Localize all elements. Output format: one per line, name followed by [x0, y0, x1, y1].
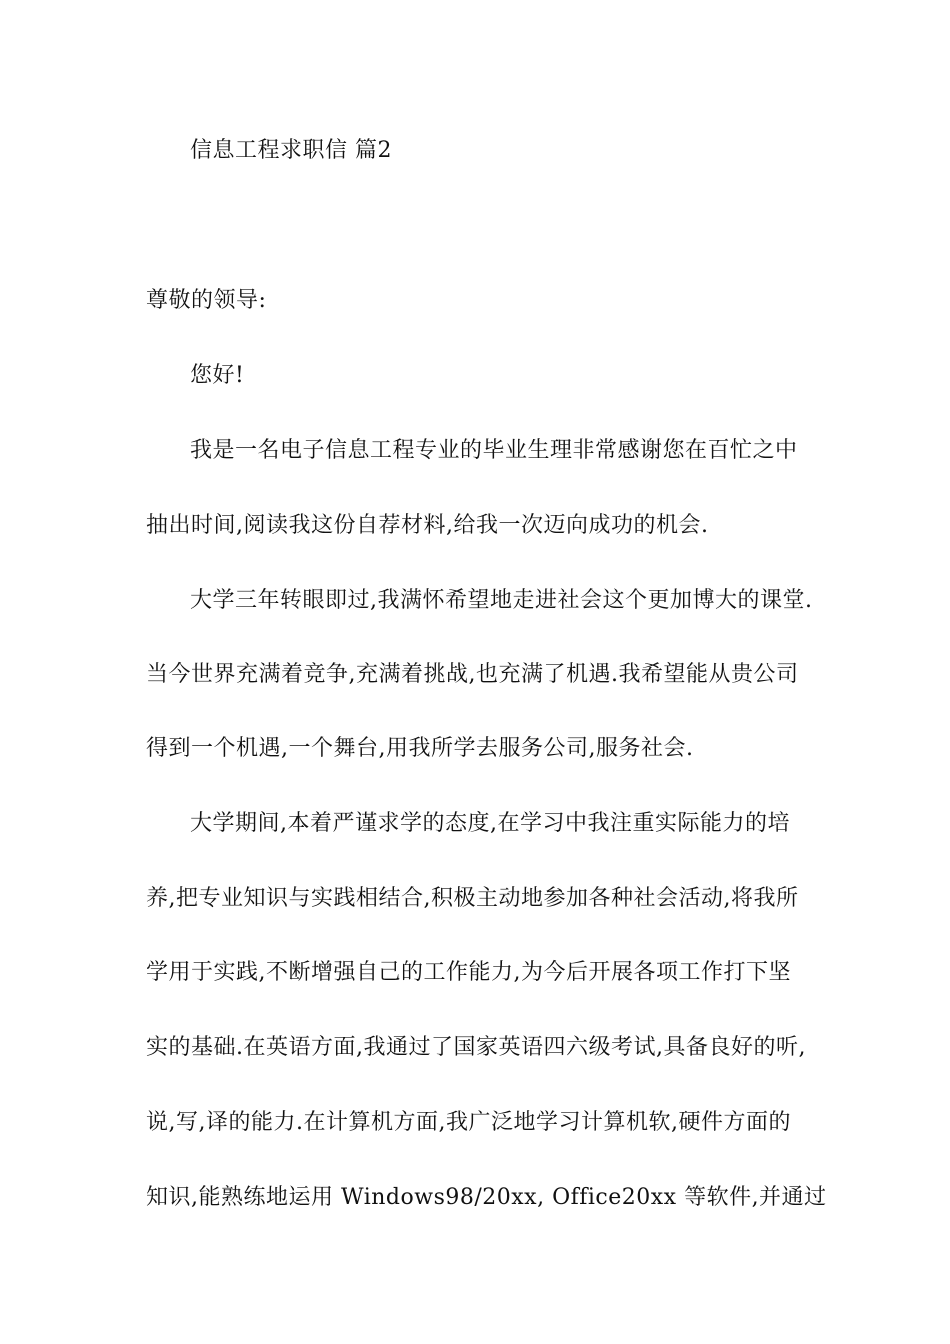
paragraph-line: 养,把专业知识与实践相结合,积极主动地参加各种社会活动,将我所	[146, 886, 799, 911]
paragraph-line: 抽出时间,阅读我这份自荐材料,给我一次迈向成功的机会.	[146, 513, 709, 538]
paragraph-line: 大学三年转眼即过,我满怀希望地走进社会这个更加博大的课堂.	[190, 588, 813, 613]
salutation: 尊敬的领导:	[146, 288, 267, 313]
paragraph-line: 我是一名电子信息工程专业的毕业生理非常感谢您在百忙之中	[190, 438, 798, 463]
paragraph-line: 学用于实践,不断增强自己的工作能力,为今后开展各项工作打下坚	[146, 960, 791, 985]
paragraph-line: 说,写,译的能力.在计算机方面,我广泛地学习计算机软,硬件方面的	[146, 1110, 791, 1135]
greeting: 您好!	[190, 363, 245, 388]
paragraph-line: 当今世界充满着竞争,充满着挑战,也充满了机遇.我希望能从贵公司	[146, 662, 799, 687]
paragraph-line: 大学期间,本着严谨求学的态度,在学习中我注重实际能力的培	[190, 811, 790, 836]
paragraph-line: 知识,能熟练地运用 Windows98/20xx, Office20xx 等软件,并通过	[146, 1185, 827, 1210]
paragraph-line: 得到一个机遇,一个舞台,用我所学去服务公司,服务社会.	[146, 736, 694, 761]
document-title: 信息工程求职信 篇2	[190, 138, 392, 163]
paragraph-line: 实的基础.在英语方面,我通过了国家英语四六级考试,具备良好的听,	[146, 1035, 806, 1060]
